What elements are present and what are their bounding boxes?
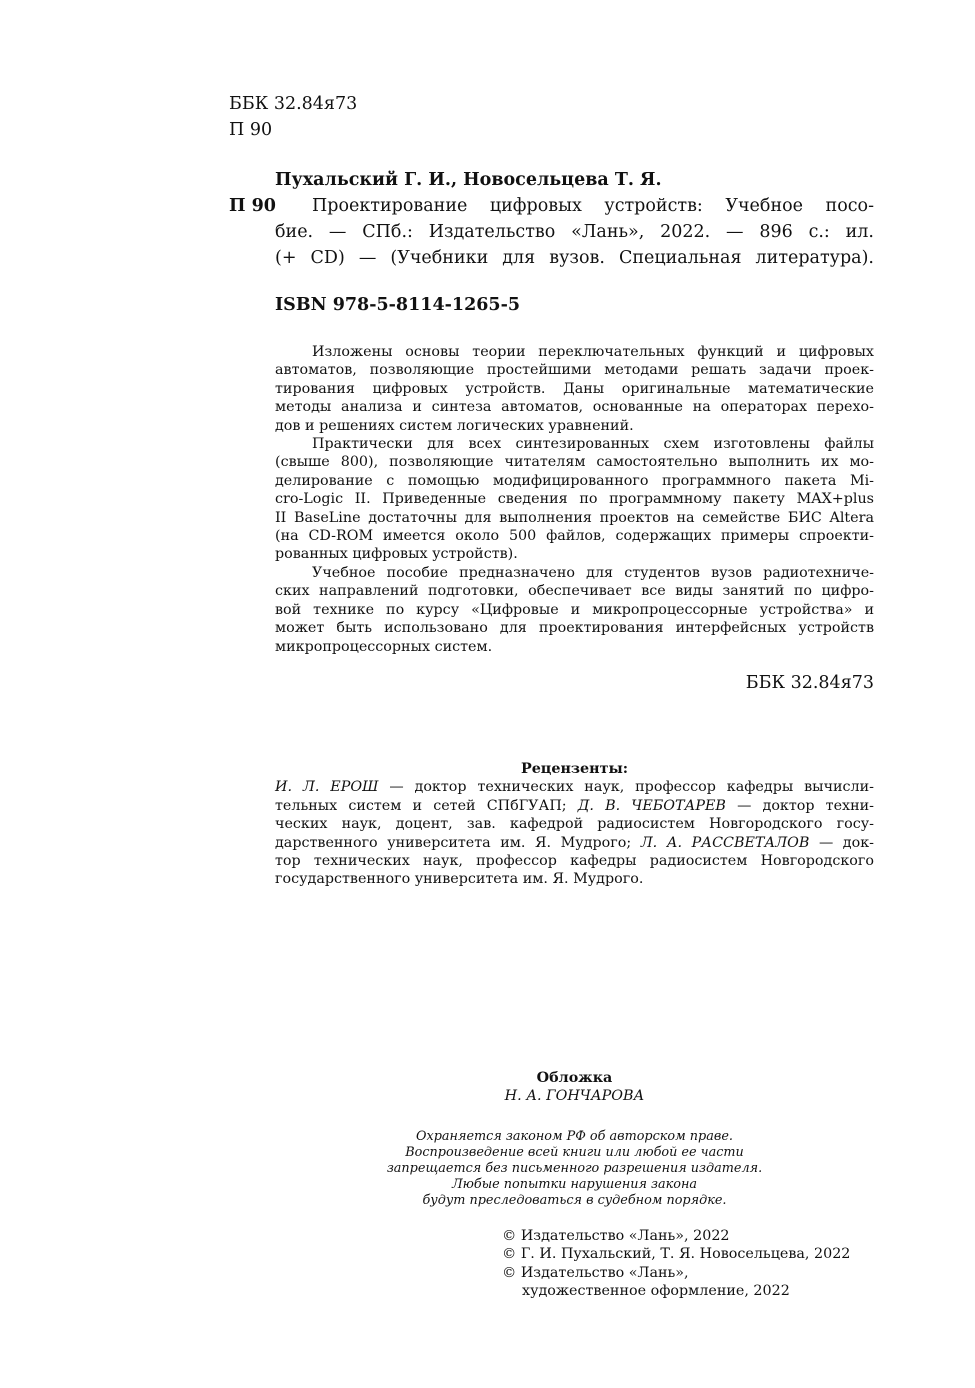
author-sign-top: П 90 [229, 120, 273, 140]
description-line: Проектирование цифровых устройств: Учебное посо- [312, 196, 874, 216]
classification-block [229, 91, 357, 143]
abstract-line: дов и решениях систем логических уравнений. [275, 417, 634, 434]
reviewer-text: тельных систем и сетей СПбГУАП; [275, 797, 578, 814]
notice-line: будут преследоваться в судебном порядке. [422, 1193, 727, 1208]
reviewer-text: — док- [809, 834, 874, 851]
reviewer-line [275, 834, 874, 852]
abstract-line: (свыше 800), позволяющие читателям самостоятельно выполнить их мо- [275, 454, 874, 471]
reviewer-name: Д. В. ЧЕБОТАРЕВ [577, 797, 726, 814]
abstract-line: Изложены основы теории переключательных функций и цифровых [312, 344, 874, 360]
abstract-line: может быть использовано для проектирования интерфейсных устройств [275, 620, 874, 637]
abstract-paragraph [275, 435, 874, 564]
abstract-line: Практически для всех синтезированных схем изготовлены файлы [312, 436, 874, 453]
bbk-code-top: ББК 32.84я73 [229, 94, 358, 114]
copyright-line: художественное оформление, 2022 [522, 1283, 790, 1300]
abstract-line: тирования цифровых устройств. Даны оригинальные математические [275, 380, 874, 397]
author-sign: П 90 [229, 196, 276, 216]
reviewer-line: государственного университета им. Я. Мудрого. [275, 871, 644, 888]
abstract-paragraph [275, 343, 874, 435]
abstract-line: рованных цифровых устройств). [275, 546, 518, 563]
abstract-line: микропроцессорных систем. [275, 638, 493, 655]
reviewer-line [275, 778, 874, 796]
abstract-line: вой технике по курсу «Цифровые и микропроцессорные устройства» и [275, 601, 874, 618]
abstract-line: делирование с помощью модифицированного программного пакета Mi- [275, 472, 874, 489]
copyright-notice [275, 1129, 874, 1209]
copyright-line: © Издательство «Лань», [502, 1264, 689, 1281]
abstract-paragraph [275, 564, 874, 656]
abstract-line: (на CD-ROM имеется около 500 файлов, содержащих примеры спроекти- [275, 528, 874, 545]
authors-line: Пухальский Г. И., Новосельцева Т. Я. [275, 170, 662, 190]
abstract-line: ских направлений подготовки, обеспечивает все виды занятий по цифро- [275, 583, 874, 600]
description-line: бие. — СПб.: Издательство «Лань», 2022. — 896 с.: ил. [275, 222, 874, 242]
notice-line: Любые попытки нарушения закона [451, 1177, 698, 1192]
reviewer-text: — доктор технических наук, профессор кафедры вычисли- [378, 779, 874, 796]
description-line: (+ CD) — (Учебники для вузов. Специальная литература). [275, 248, 874, 268]
cover-designer: Н. А. ГОНЧАРОВА [504, 1088, 645, 1105]
reviewers-block [275, 760, 874, 889]
cover-credit [275, 1069, 874, 1106]
copyright-line: © Г. И. Пухальский, Т. Я. Новосельцева, 2022 [502, 1246, 851, 1263]
reviewers-heading: Рецензенты: [520, 761, 629, 777]
notice-line: Охраняется законом РФ об авторском праве. [416, 1129, 733, 1144]
reviewer-line: тор технических наук, профессор кафедры радиосистем Новгородского [275, 853, 874, 870]
bbk-code-right: ББК 32.84я73 [745, 673, 874, 693]
cover-label: Обложка [536, 1070, 613, 1086]
bibliographic-description [275, 193, 874, 271]
abstract-line: II BaseLine достаточны для выполнения проектов на семействе БИС Altera [275, 509, 874, 526]
abstract-line: автоматов, позволяющие простейшими методами решать задачи проек- [275, 362, 874, 379]
isbn: ISBN 978-5-8114-1265-5 [275, 295, 521, 315]
abstract [275, 343, 874, 656]
copyright-line: © Издательство «Лань», 2022 [502, 1228, 730, 1244]
reviewer-name: И. Л. ЕРОШ [275, 779, 379, 796]
notice-line: Воспроизведение всей книги или любой ее части [405, 1145, 744, 1160]
reviewer-text: — доктор техни- [725, 797, 874, 814]
notice-line: запрещается без письменного разрешения издателя. [386, 1161, 763, 1176]
reviewer-text: дарственного университета им. Я. Мудрого; [275, 834, 641, 851]
reviewer-name: Л. А. РАССВЕТАЛОВ [640, 834, 810, 851]
abstract-line: cro-Logic II. Приведенные сведения по программному пакету MAX+plus [275, 491, 874, 508]
copyrights-block [502, 1227, 850, 1301]
abstract-line: методы анализа и синтеза автоматов, основанные на операторах перехо- [275, 399, 874, 416]
abstract-line: Учебное пособие предназначено для студентов вузов радиотехниче- [312, 564, 874, 581]
reviewer-line [275, 797, 874, 815]
reviewer-line: ческих наук, доцент, зав. кафедрой радиосистем Новгородского госу- [275, 816, 874, 833]
